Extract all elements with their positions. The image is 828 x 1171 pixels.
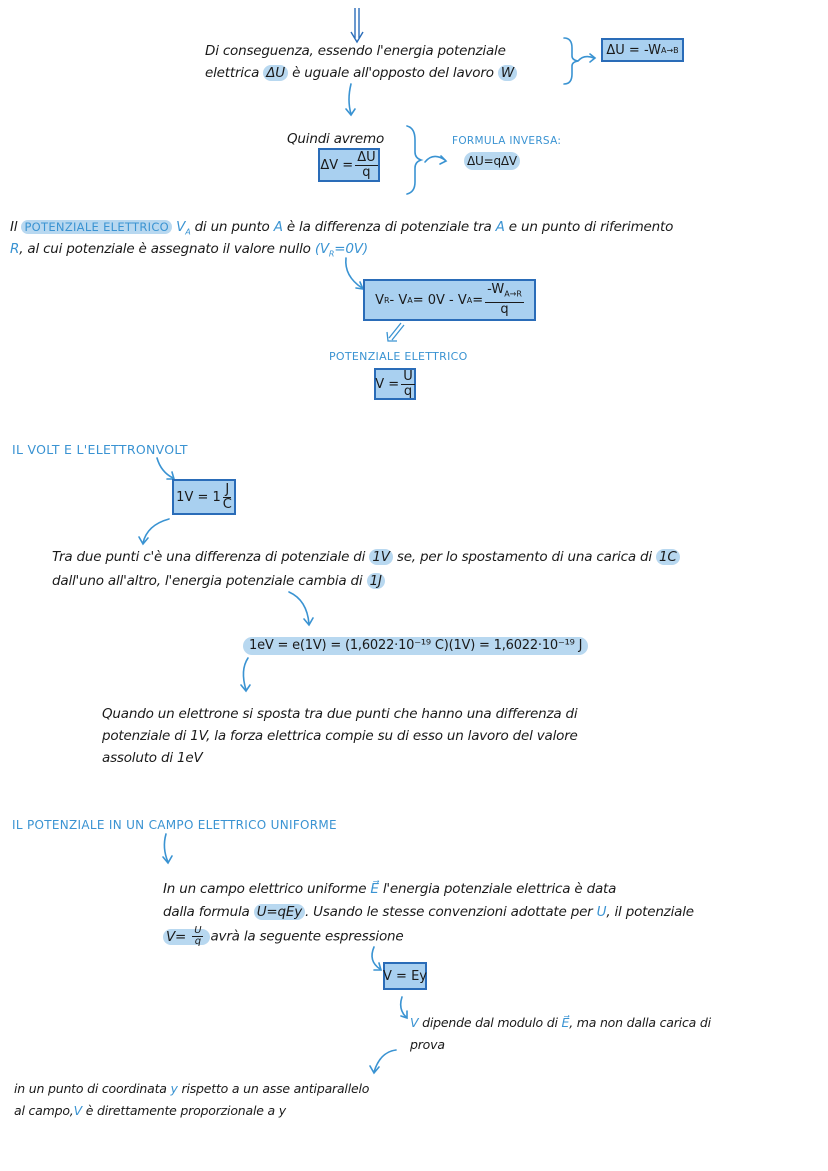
electron-note-line-1: Quando un elettrone si sposta tra due punti che hanno una differenza di bbox=[102, 706, 578, 722]
formula-lhs: V = bbox=[375, 376, 400, 392]
y-symbol: y bbox=[170, 1081, 178, 1096]
formula-lhs: 1V = 1 bbox=[176, 489, 221, 505]
denominator: C bbox=[222, 496, 232, 512]
inverse-formula: ΔU=qΔV bbox=[464, 152, 520, 170]
highlight-1j: 1J bbox=[367, 573, 385, 589]
text: = 0V - V bbox=[412, 292, 467, 308]
vector-e: E⃗ bbox=[370, 881, 379, 897]
text: dall'uno all'altro, l'energia potenziale cambia di bbox=[52, 573, 363, 589]
fraction bbox=[192, 926, 203, 947]
text: avrà la seguente espressione bbox=[210, 928, 404, 945]
text: -W bbox=[487, 282, 505, 298]
text: =0V) bbox=[334, 241, 368, 257]
dependency-line-1 bbox=[410, 1014, 711, 1032]
text: elettrica bbox=[205, 65, 260, 81]
uniform-field-heading: IL POTENZIALE IN UN CAMPO ELETTRICO UNIFORME bbox=[12, 818, 337, 832]
v-symbol: V bbox=[410, 1015, 419, 1030]
point-r: R bbox=[10, 241, 20, 257]
delta-u-formula-box bbox=[601, 38, 684, 62]
potential-difference-formula-box bbox=[363, 279, 536, 321]
highlight-delta-u: ΔU bbox=[263, 65, 288, 81]
text: . Usando le stesse convenzioni adottate per bbox=[304, 904, 593, 920]
conclusion-line-2 bbox=[14, 1102, 286, 1120]
subscript: R bbox=[328, 249, 335, 259]
symbol: V bbox=[176, 219, 186, 235]
vector-e: E⃗ bbox=[561, 1015, 570, 1030]
text: , ma non dalla carica di bbox=[569, 1015, 711, 1030]
curved-arrow-icon bbox=[287, 590, 317, 630]
v-symbol: V bbox=[73, 1103, 82, 1118]
potential-formula-box bbox=[374, 368, 416, 400]
curved-arrow-icon bbox=[238, 656, 258, 696]
volt-section-heading: IL VOLT E L'ELETTRONVOLT bbox=[12, 442, 188, 457]
vr-zero bbox=[315, 241, 368, 257]
curly-brace-icon bbox=[405, 124, 455, 196]
text: rispetto a un asse antiparallelo bbox=[181, 1081, 370, 1096]
fraction bbox=[355, 151, 377, 180]
volt-definition-box bbox=[172, 479, 236, 515]
text: dipende dal modulo di bbox=[422, 1015, 558, 1030]
highlight-w: W bbox=[498, 65, 517, 81]
text: Il bbox=[10, 219, 18, 235]
va-symbol bbox=[176, 219, 190, 235]
text: V= bbox=[166, 928, 187, 945]
consequence-line-1 bbox=[205, 42, 506, 60]
formula-text: ΔU = -W bbox=[606, 42, 661, 58]
numerator: U bbox=[403, 368, 413, 384]
text: - V bbox=[389, 292, 408, 308]
consequence-line-2 bbox=[205, 64, 517, 82]
denominator: q bbox=[500, 301, 509, 317]
curved-arrow-icon bbox=[137, 517, 171, 547]
numerator: ΔU bbox=[357, 149, 376, 165]
uniform-field-line-2 bbox=[163, 903, 694, 921]
v-equals-ey-box: V = Ey bbox=[383, 962, 427, 990]
curly-brace-icon bbox=[562, 36, 602, 86]
text: al campo, bbox=[14, 1103, 74, 1118]
fraction bbox=[401, 370, 415, 399]
volt-paragraph-line-1 bbox=[52, 548, 680, 566]
double-diagonal-arrow-icon bbox=[385, 322, 405, 344]
highlight-v-formula bbox=[163, 925, 210, 947]
point-a: A bbox=[495, 219, 505, 235]
formula-subscript: A→B bbox=[660, 45, 679, 55]
double-down-arrow-icon bbox=[350, 8, 364, 44]
subscript: A bbox=[185, 227, 191, 237]
denominator: q bbox=[194, 936, 201, 947]
u-symbol: U bbox=[596, 904, 607, 920]
numerator bbox=[485, 283, 524, 303]
text: In un campo elettrico uniforme bbox=[163, 881, 367, 897]
text: in un punto di coordinata bbox=[14, 1081, 167, 1096]
v: V bbox=[375, 292, 384, 308]
electron-note-line-2: potenziale di 1V, la forza elettrica compie su di esso un lavoro del valore bbox=[102, 728, 578, 744]
heading-potenziale-elettrico: POTENZIALE ELETTRICO bbox=[21, 220, 172, 234]
text: dalla formula bbox=[163, 904, 250, 920]
dependency-line-2: prova bbox=[410, 1037, 445, 1052]
text: di un punto bbox=[194, 219, 270, 235]
text: Tra due punti c'è una differenza di potenziale di bbox=[52, 549, 366, 565]
denominator: q bbox=[362, 164, 371, 180]
sub: A→R bbox=[504, 289, 522, 299]
highlight-1v: 1V bbox=[369, 549, 392, 565]
curved-arrow-icon bbox=[368, 1048, 398, 1078]
highlight-1c: 1C bbox=[656, 549, 680, 565]
down-arrow-icon bbox=[343, 84, 357, 118]
fraction bbox=[485, 283, 524, 317]
sub: A bbox=[407, 295, 413, 305]
numerator: J bbox=[225, 481, 230, 497]
denominator: q bbox=[403, 383, 413, 399]
volt-paragraph-line-2 bbox=[52, 572, 385, 590]
electronvolt-formula: 1eV = e(1V) = (1,6022·10⁻¹⁹ C)(1V) = 1,6022·10⁻¹⁹ J bbox=[243, 637, 588, 655]
conclusion-line-1 bbox=[14, 1080, 369, 1098]
text: Di conseguenza, essendo l'energia potenziale bbox=[205, 43, 506, 59]
sub: R bbox=[383, 295, 390, 305]
potential-label: POTENZIALE ELETTRICO bbox=[329, 350, 468, 363]
text: e un punto di riferimento bbox=[508, 219, 674, 235]
text: = bbox=[472, 292, 484, 308]
uniform-field-line-1 bbox=[163, 880, 616, 898]
down-arrow-icon bbox=[160, 832, 176, 866]
text: è direttamente proporzionale a y bbox=[85, 1103, 286, 1118]
quindi-avremo-label: Quindi avremo bbox=[287, 131, 385, 147]
uniform-field-line-3 bbox=[163, 926, 403, 947]
text: , al cui potenziale è assegnato il valore nullo bbox=[19, 241, 311, 257]
text: , il potenziale bbox=[606, 904, 694, 920]
highlight-u-formula: U=qEy bbox=[254, 904, 305, 920]
potential-definition-line-1 bbox=[10, 218, 673, 242]
text: è la differenza di potenziale tra bbox=[286, 219, 492, 235]
text: è uguale all'opposto del lavoro bbox=[292, 65, 494, 81]
numerator: U bbox=[194, 925, 202, 936]
fraction bbox=[223, 483, 232, 512]
text: (V bbox=[314, 241, 329, 257]
text: l'energia potenziale elettrica è data bbox=[382, 881, 617, 897]
inverse-formula-label: FORMULA INVERSA: bbox=[452, 135, 562, 147]
text: se, per lo spostamento di una carica di bbox=[396, 549, 652, 565]
electron-note-line-3: assoluto di 1eV bbox=[102, 750, 203, 766]
potential-definition-line-2 bbox=[10, 240, 368, 264]
sub: A bbox=[466, 295, 473, 305]
formula-lhs: ΔV = bbox=[320, 157, 354, 173]
delta-v-formula-box bbox=[318, 148, 380, 182]
point-a: A bbox=[273, 219, 283, 235]
